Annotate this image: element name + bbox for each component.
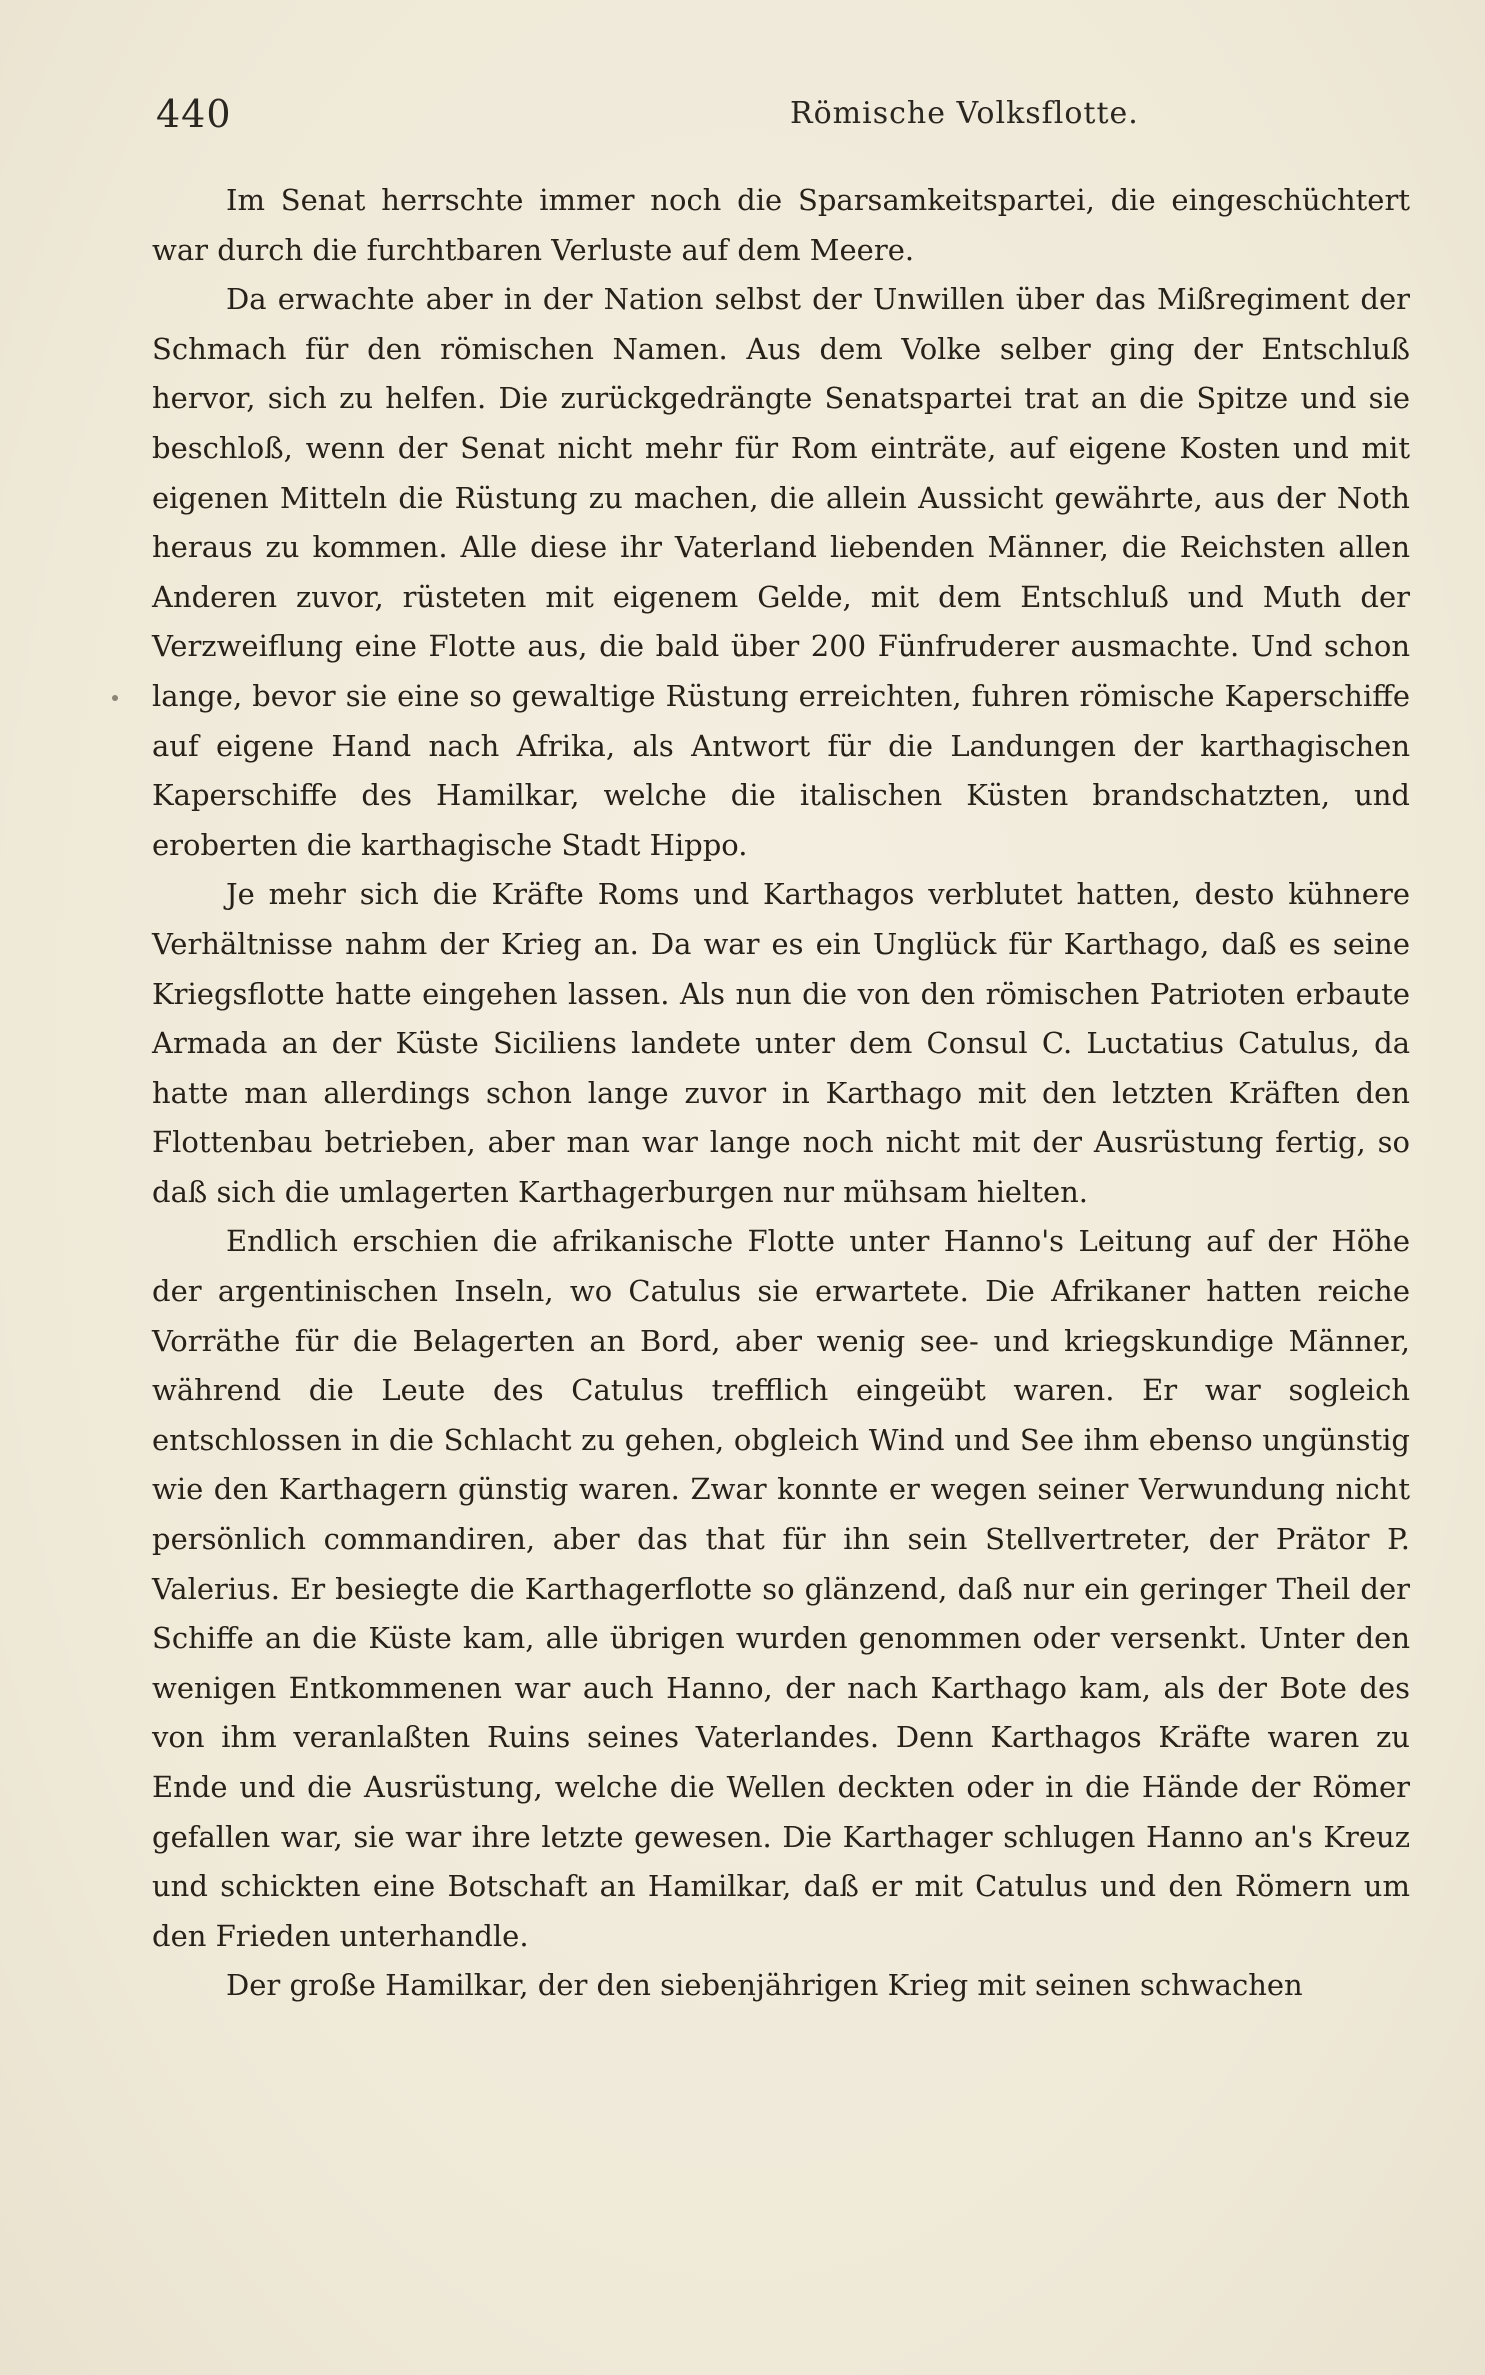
paragraph-senate: Im Senat herrschte immer noch die Sparsamkeitspartei, die eingeschüchtert war durch die furchtbaren Verluste auf dem Meere. [152,183,1410,267]
body-text [152,176,1410,2011]
margin-mark [112,695,118,701]
paragraph-hamilkar: Der große Hamilkar, der den siebenjährigen Krieg mit seinen schwachen [226,1968,1303,2003]
page-number: 440 [156,92,232,136]
paragraph-war-intensifies: Je mehr sich die Kräfte Roms und Karthagos verblutet hatten, desto kühnere Verhältnisse nahm der Krieg an. Da war es ein Unglück für Karthago, daß es seine Kriegsflotte hatte eingehen lassen. Als nun die von den römischen Patrioten erbaute Armada an der Küste Siciliens landete unter dem Consul C. Luctatius Catulus, da hatte man allerdings schon lange zuvor in Karthago mit den letzten Kräften den Flottenbau betrieben, aber man war lange noch nicht mit der Ausrüstung fertig, so daß sich die umlagerten Karthagerburgen nur mühsam hielten. [152,877,1410,1209]
paragraph-nation-awakens: Da erwachte aber in der Nation selbst der Unwillen über das Mißregiment der Schmach für den römischen Namen. Aus dem Volke selber ging der Entschluß hervor, sich zu helfen. Die zurückgedrängte Senatspartei trat an die Spitze und sie beschloß, wenn der Senat nicht mehr für Rom einträte, auf eigene Kosten und mit eigenen Mitteln die Rüstung zu machen, die allein Aussicht gewährte, aus der Noth heraus zu kommen. Alle diese ihr Vaterland liebenden Männer, die Reichsten allen Anderen zuvor, rüsteten mit eigenem Gelde, mit dem Entschluß und Muth der Verzweiflung eine Flotte aus, die bald über 200 Fünfruderer ausmachte. Und schon lange, bevor sie eine so gewaltige Rüstung erreichten, fuhren römische Kaperschiffe auf eigene Hand nach Afrika, als Antwort für die Landungen der karthagischen Kaperschiffe des Hamilkar, welche die italischen Küsten brandschatzten, und eroberten die karthagische Stadt Hippo. [152,282,1410,862]
page-header [150,92,1410,142]
running-title: Römische Volksflotte. [790,96,1139,131]
paragraph-battle: Endlich erschien die afrikanische Flotte unter Hanno's Leitung auf der Höhe der argentinischen Inseln, wo Catulus sie erwartete. Die Afrikaner hatten reiche Vorräthe für die Belagerten an Bord, aber wenig see- und kriegskundige Männer, während die Leute des Catulus trefflich eingeübt waren. Er war sogleich entschlossen in die Schlacht zu gehen, obgleich Wind und See ihm ebenso ungünstig wie den Karthagern günstig waren. Zwar konnte er wegen seiner Verwundung nicht persönlich commandiren, aber das that für ihn sein Stellvertreter, der Prätor P. Valerius. Er besiegte die Karthagerflotte so glänzend, daß nur ein geringer Theil der Schiffe an die Küste kam, alle übrigen wurden genommen oder versenkt. Unter den wenigen Entkommenen war auch Hanno, der nach Karthago kam, als der Bote des von ihm veranlaßten Ruins seines Vaterlandes. Denn Karthagos Kräfte waren zu Ende und die Ausrüstung, welche die Wellen deckten oder in die Hände der Römer gefallen war, sie war ihre letzte gewesen. Die Karthager schlugen Hanno an's Kreuz und schickten eine Botschaft an Hamilkar, daß er mit Catulus und den Römern um den Frieden unterhandle. [152,1224,1410,1953]
